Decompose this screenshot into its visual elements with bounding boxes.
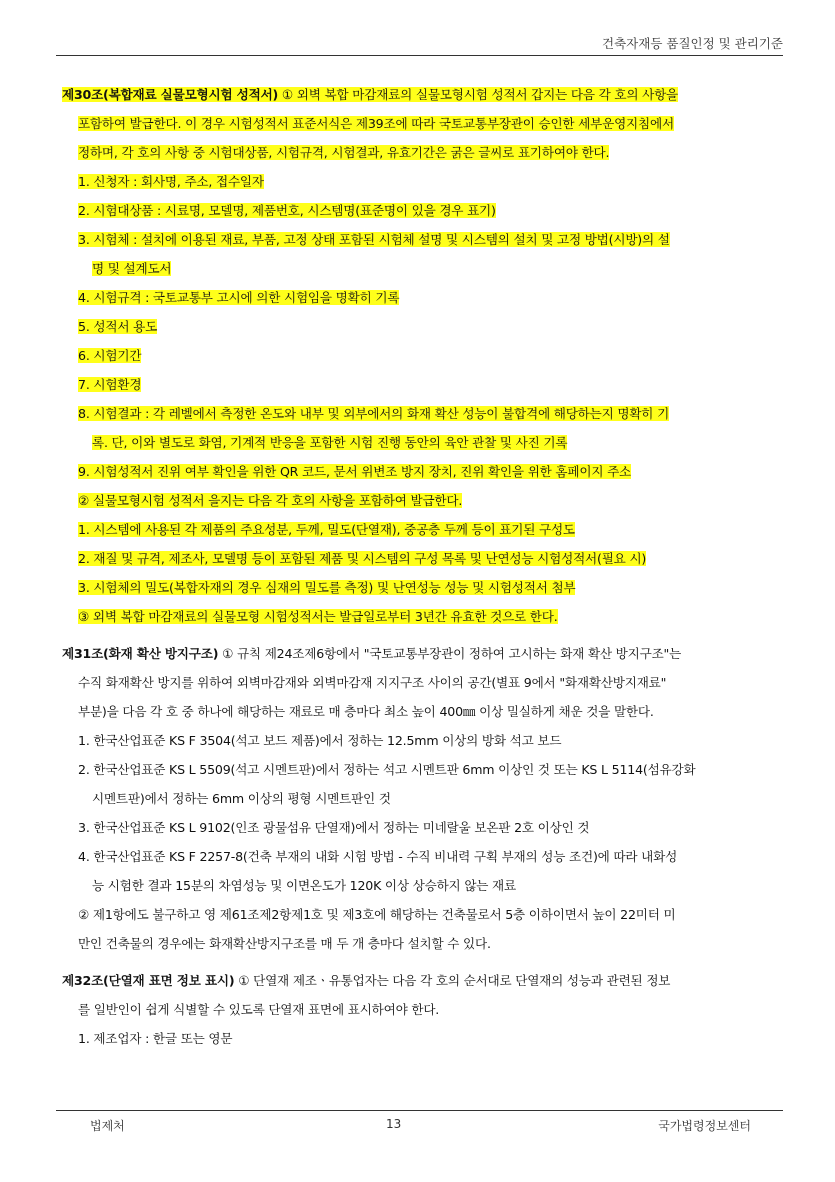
article-30-heading-line: 제30조(복합재료 실물모형시험 성적서) ① 외벽 복합 마감재료의 실물모형시험 성적서 갑지는 다음 각 호의 사항을 bbox=[62, 87, 679, 102]
list-item: 8. 시험결과 : 각 레벨에서 측정한 온도와 내부 및 외부에서의 화재 확산 성능이 불합격에 해당하는지 명확히 기 bbox=[78, 406, 670, 421]
document-body bbox=[62, 80, 786, 1053]
list-item: 3. 한국산업표준 KS L 9102(인조 광물섬유 단열재)에서 정하는 미네랄울 보온판 2호 이상인 것 bbox=[78, 820, 590, 835]
paragraph-line: 수직 화재확산 방지를 위하여 외벽마감재와 외벽마감재 지지구조 사이의 공간(별표 9에서 "화재확산방지재료" bbox=[78, 675, 667, 690]
list-item: 3. 시험체 : 설치에 이용된 재료, 부품, 고정 상태 포함된 시험체 설명 및 시스템의 설치 및 고정 방법(시방)의 설 bbox=[78, 232, 670, 247]
paragraph-line: 만인 건축물의 경우에는 화재확산방지구조를 매 두 개 층마다 설치할 수 있다. bbox=[78, 936, 491, 951]
footer-source: 국가법령정보센터 bbox=[658, 1119, 751, 1133]
paragraph-line: ③ 외벽 복합 마감재료의 실물모형 시험성적서는 발급일로부터 3년간 유효한 것으로 한다. bbox=[78, 609, 558, 624]
paragraph-line: 포함하여 발급한다. 이 경우 시험성적서 표준서식은 제39조에 따라 국토교통부장관이 승인한 세부운영지침에서 bbox=[78, 116, 674, 131]
page-header-title: 건축자재등 품질인정 및 관리기준 bbox=[602, 36, 783, 51]
paragraph-line: 를 일반인이 쉽게 식별할 수 있도록 단열재 표면에 표시하여야 한다. bbox=[78, 1002, 440, 1017]
article-heading: 제31조(화재 확산 방지구조) bbox=[62, 646, 219, 661]
paragraph-line: 정하며, 각 호의 사항 중 시험대상품, 시험규격, 시험결과, 유효기간은 굵은 글씨로 표기하여야 한다. bbox=[78, 145, 610, 160]
list-item: 1. 제조업자 : 한글 또는 영문 bbox=[78, 1031, 233, 1046]
page-number: 13 bbox=[386, 1117, 402, 1131]
article-32 bbox=[62, 966, 786, 1053]
list-item: 1. 시스템에 사용된 각 제품의 주요성분, 두께, 밀도(단열재), 중공층 두께 등이 표기된 구성도 bbox=[78, 522, 575, 537]
list-item-continuation: 명 및 설계도서 bbox=[92, 261, 172, 276]
paragraph-line: 부분)을 다음 각 호 중 하나에 해당하는 재료로 매 층마다 최소 높이 400㎜ 이상 밀실하게 채운 것을 말한다. bbox=[78, 704, 654, 719]
article-heading: 제32조(단열재 표면 정보 표시) bbox=[62, 973, 235, 988]
list-item: 7. 시험환경 bbox=[78, 377, 142, 392]
list-item: 4. 한국산업표준 KS F 2257-8(건축 부재의 내화 시험 방법 - 수직 비내력 구획 부재의 성능 조건)에 따라 내화성 bbox=[78, 849, 678, 864]
article-32-heading-line: 제32조(단열재 표면 정보 표시) ① 단열재 제조ㆍ유통업자는 다음 각 호의 순서대로 단열재의 성능과 관련된 정보 bbox=[62, 973, 671, 988]
list-item: 5. 성적서 용도 bbox=[78, 319, 158, 334]
article-30 bbox=[62, 80, 786, 631]
list-item: 6. 시험기간 bbox=[78, 348, 142, 363]
list-item-continuation: 시멘트판)에서 정하는 6mm 이상의 평형 시멘트판인 것 bbox=[92, 791, 391, 806]
paragraph-line: ② 제1항에도 불구하고 영 제61조제2항제1호 및 제3호에 해당하는 건축물로서 5층 이하이면서 높이 22미터 미 bbox=[78, 907, 676, 922]
list-item: 4. 시험규격 : 국토교통부 고시에 의한 시험임을 명확히 기록 bbox=[78, 290, 400, 305]
list-item: 2. 재질 및 규격, 제조사, 모델명 등이 포함된 제품 및 시스템의 구성 목록 및 난연성능 시험성적서(필요 시) bbox=[78, 551, 647, 566]
footer-divider bbox=[56, 1110, 783, 1111]
list-item-continuation: 능 시험한 결과 15분의 차염성능 및 이면온도가 120K 이상 상승하지 않는 재료 bbox=[92, 878, 516, 893]
list-item: 1. 한국산업표준 KS F 3504(석고 보드 제품)에서 정하는 12.5mm 이상의 방화 석고 보드 bbox=[78, 733, 562, 748]
footer-publisher: 법제처 bbox=[90, 1119, 125, 1133]
list-item: 2. 시험대상품 : 시료명, 모델명, 제품번호, 시스템명(표준명이 있을 경우 표기) bbox=[78, 203, 496, 218]
list-item-continuation: 록. 단, 이와 별도로 화염, 기계적 반응을 포함한 시험 진행 동안의 육안 관찰 및 사진 기록 bbox=[92, 435, 568, 450]
list-item: 2. 한국산업표준 KS L 5509(석고 시멘트판)에서 정하는 석고 시멘트판 6mm 이상인 것 또는 KS L 5114(섬유강화 bbox=[78, 762, 696, 777]
paragraph-line: ② 실물모형시험 성적서 을지는 다음 각 호의 사항을 포함하여 발급한다. bbox=[78, 493, 463, 508]
list-item: 3. 시험체의 밀도(복합자재의 경우 심재의 밀도를 측정) 및 난연성능 성능 및 시험성적서 첨부 bbox=[78, 580, 576, 595]
list-item: 9. 시험성적서 진위 여부 확인을 위한 QR 코드, 문서 위변조 방지 장치, 진위 확인을 위한 홈페이지 주소 bbox=[78, 464, 632, 479]
list-item: 1. 신청자 : 회사명, 주소, 접수일자 bbox=[78, 174, 264, 189]
article-31-heading-line: 제31조(화재 확산 방지구조) ① 규칙 제24조제6항에서 "국토교통부장관이 정하여 고시하는 화재 확산 방지구조"는 bbox=[62, 646, 682, 661]
header-divider bbox=[56, 55, 783, 56]
article-heading: 제30조(복합재료 실물모형시험 성적서) bbox=[62, 87, 279, 102]
article-31 bbox=[62, 639, 786, 958]
